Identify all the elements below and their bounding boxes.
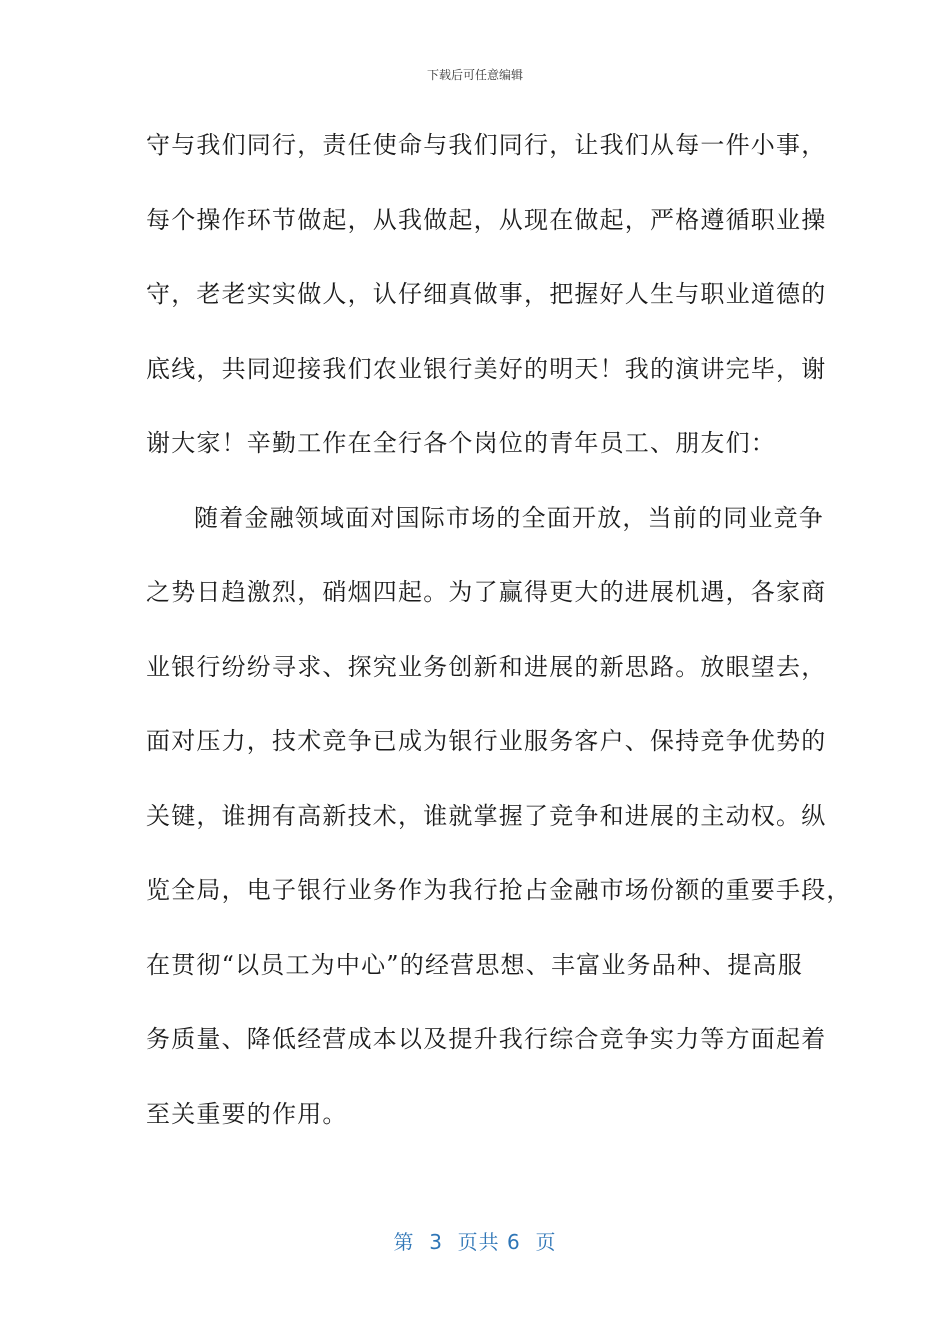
text-line: 随着金融领域面对国际市场的全面开放，当前的同业竞争 xyxy=(194,503,824,532)
text-line: 谢大家！辛勤工作在全行各个岗位的青年员工、朋友们： xyxy=(146,429,776,457)
text-line: 在贯彻“以员工为中心”的经营思想、丰富业务品种、提高服 xyxy=(146,950,803,979)
text-line: 务质量、降低经营成本以及提升我行综合竞争实力等方面起着 xyxy=(146,1025,827,1053)
page-number-footer: 第 3 页共 6 页 xyxy=(393,1230,557,1254)
document-body xyxy=(146,130,852,1173)
text-line: 守，老老实实做人，认仔细真做事，把握好人生与职业道德的 xyxy=(146,280,827,308)
text-line: 至关重要的作用。 xyxy=(146,1099,348,1128)
text-line: 守与我们同行，责任使命与我们同行，让我们从每一件小事， xyxy=(146,131,827,159)
text-line: 关键，谁拥有高新技术，谁就掌握了竞争和进展的主动权。纵 xyxy=(146,801,827,830)
text-line: 面对压力，技术竞争已成为银行业服务客户、保持竞争优势的 xyxy=(146,727,827,755)
text-line: 底线，共同迎接我们农业银行美好的明天！我的演讲完毕，谢 xyxy=(146,354,827,383)
page-header-note: 下载后可任意编辑 xyxy=(426,68,523,82)
text-line: 览全局，电子银行业务作为我行抢占金融市场份额的重要手段， xyxy=(146,876,852,904)
text-line: 之势日趋激烈，硝烟四起。为了赢得更大的进展机遇，各家商 xyxy=(146,578,827,606)
text-line: 业银行纷纷寻求、探究业务创新和进展的新思路。放眼望去， xyxy=(146,652,827,681)
text-line: 每个操作环节做起，从我做起，从现在做起，严格遵循职业操 xyxy=(146,205,827,234)
